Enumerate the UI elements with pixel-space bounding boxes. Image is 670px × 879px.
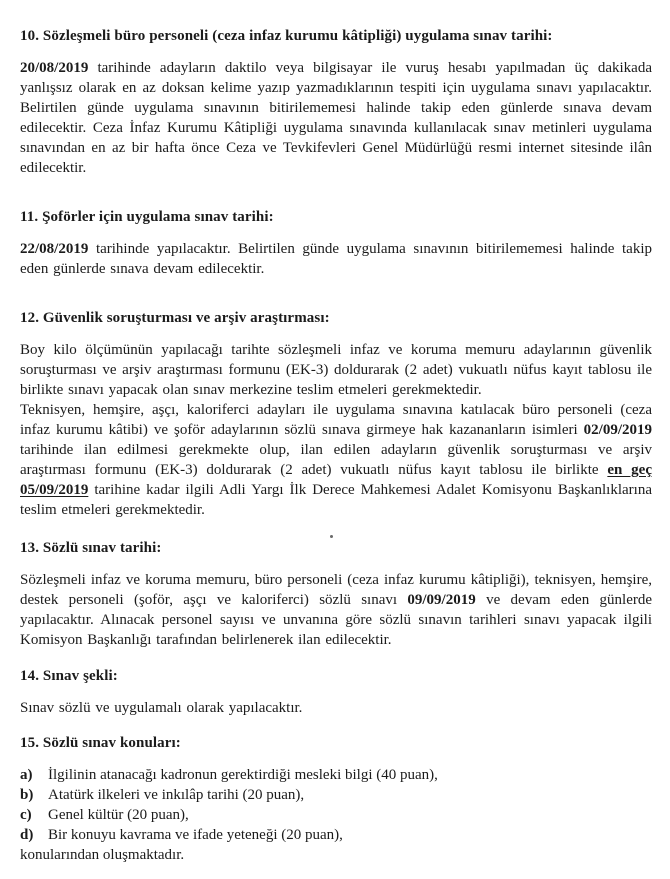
section-14 bbox=[20, 668, 652, 718]
list-item-a bbox=[20, 765, 652, 785]
list-item-c bbox=[20, 805, 652, 825]
list-item-a-marker: a) bbox=[20, 767, 33, 783]
list-item-c-text: Genel kültür (20 puan), bbox=[48, 807, 189, 823]
section-10-heading: 10. Sözleşmeli büro personeli (ceza infaz kurumu kâtipliği) uygulama sınav tarihi: bbox=[20, 28, 553, 44]
list-item-b-marker: b) bbox=[20, 787, 34, 803]
list-item-b bbox=[20, 785, 652, 805]
section-10 bbox=[20, 28, 652, 178]
section-13-heading: 13. Sözlü sınav tarihi: bbox=[20, 540, 162, 556]
section-12-paragraph-1: Boy kilo ölçümünün yapılacağı tarihte sözleşmeli infaz ve koruma memuru adaylarının güvenlik soruşturması ve arşiv araştırması formunu (EK-3) doldurarak (2 adet) vukuatlı nüfus kayıt tablosu ile birlikte sınavı yapacak olan sınav merkezine teslim etmeleri gerekmektedir. bbox=[20, 342, 652, 398]
section-12-heading: 12. Güvenlik soruşturması ve arşiv araştırması: bbox=[20, 310, 330, 326]
scan-speck bbox=[330, 535, 333, 538]
list-closing-line: konularından oluşmaktadır. bbox=[20, 847, 185, 863]
list-item-d-marker: d) bbox=[20, 827, 34, 843]
list-item-d-text: Bir konuyu kavrama ve ifade yeteneği (20 puan), bbox=[48, 827, 343, 843]
section-13 bbox=[20, 540, 652, 650]
section-11-paragraph-1: 22/08/2019 tarihinde yapılacaktır. Belirtilen günde uygulama sınavının bitirilememesi halinde takip eden günlerde sınava devam edilecektir. bbox=[20, 241, 652, 277]
section-11-heading: 11. Şoförler için uygulama sınav tarihi: bbox=[20, 209, 274, 225]
section-15 bbox=[20, 735, 652, 865]
section-14-heading: 14. Sınav şekli: bbox=[20, 668, 118, 684]
section-10-paragraph-1: 20/08/2019 tarihinde adayların daktilo veya bilgisayar ile vuruş hesabı yapılmadan üç dakikada yanlışsız olarak en az doksan kelime yazıp yazmadıklarının tespiti için uygulama sınavı yapılacaktır. Belirtilen günde uygulama sınavının bitirilememesi halinde takip eden günlerde sınava devam edilecektir. Ceza İnfaz Kurumu Kâtipliği uygulama sınavında kullanılacak sınav metinleri uygulama sınavından en az bir hafta önce Ceza ve Tevkifevleri Genel Müdürlüğü resmi internet sitesinde ilân edilecektir. bbox=[20, 60, 652, 176]
section-15-heading: 15. Sözlü sınav konuları: bbox=[20, 735, 181, 751]
list-item-c-marker: c) bbox=[20, 807, 32, 823]
oral-exam-topics-list bbox=[20, 765, 652, 865]
list-item-b-text: Atatürk ilkeleri ve inkılâp tarihi (20 puan), bbox=[48, 787, 305, 803]
section-13-paragraph-1: Sözleşmeli infaz ve koruma memuru, büro personeli (ceza infaz kurumu kâtipliği), teknisyen, hemşire, destek personeli (şoför, aşçı ve kaloriferci) sözlü sınavı 09/09/2019 ve devam eden günlerde yapılacaktır. Alınacak personel sayısı ve unvanına göre sözlü sınavın tarihleri sınavı yapacak ilgili Komisyon Başkanlığı tarafından belirlenerek ilan edilecektir. bbox=[20, 572, 653, 648]
list-item-a-text: İlgilinin atanacağı kadronun gerektirdiği mesleki bilgi (40 puan), bbox=[48, 767, 438, 783]
list-item-d bbox=[20, 825, 652, 845]
section-12 bbox=[20, 310, 652, 520]
section-11 bbox=[20, 209, 652, 279]
section-12-paragraph-2: Teknisyen, hemşire, aşçı, kaloriferci adayları ile uygulama sınavına katılacak büro personeli (ceza infaz kurumu kâtibi) ve şoför adaylarının sözlü sınava girmeye hak kazananların isimleri 02/09/2019 tarihinde ilan edilmesi gerekmekte olup, ilan edilen adayların güvenlik soruşturması ve arşiv araştırması formunu (EK-3) doldurarak (2 adet) vukuatlı nüfus kayıt tablosu ile birlikte en geç 05/09/2019 tarihine kadar ilgili Adli Yargı İlk Derece Mahkemesi Adalet Komisyonu Başkanlıklarına teslim etmeleri gerekmektedir. bbox=[20, 402, 652, 518]
section-14-paragraph-1: Sınav sözlü ve uygulamalı olarak yapılacaktır. bbox=[20, 700, 303, 716]
